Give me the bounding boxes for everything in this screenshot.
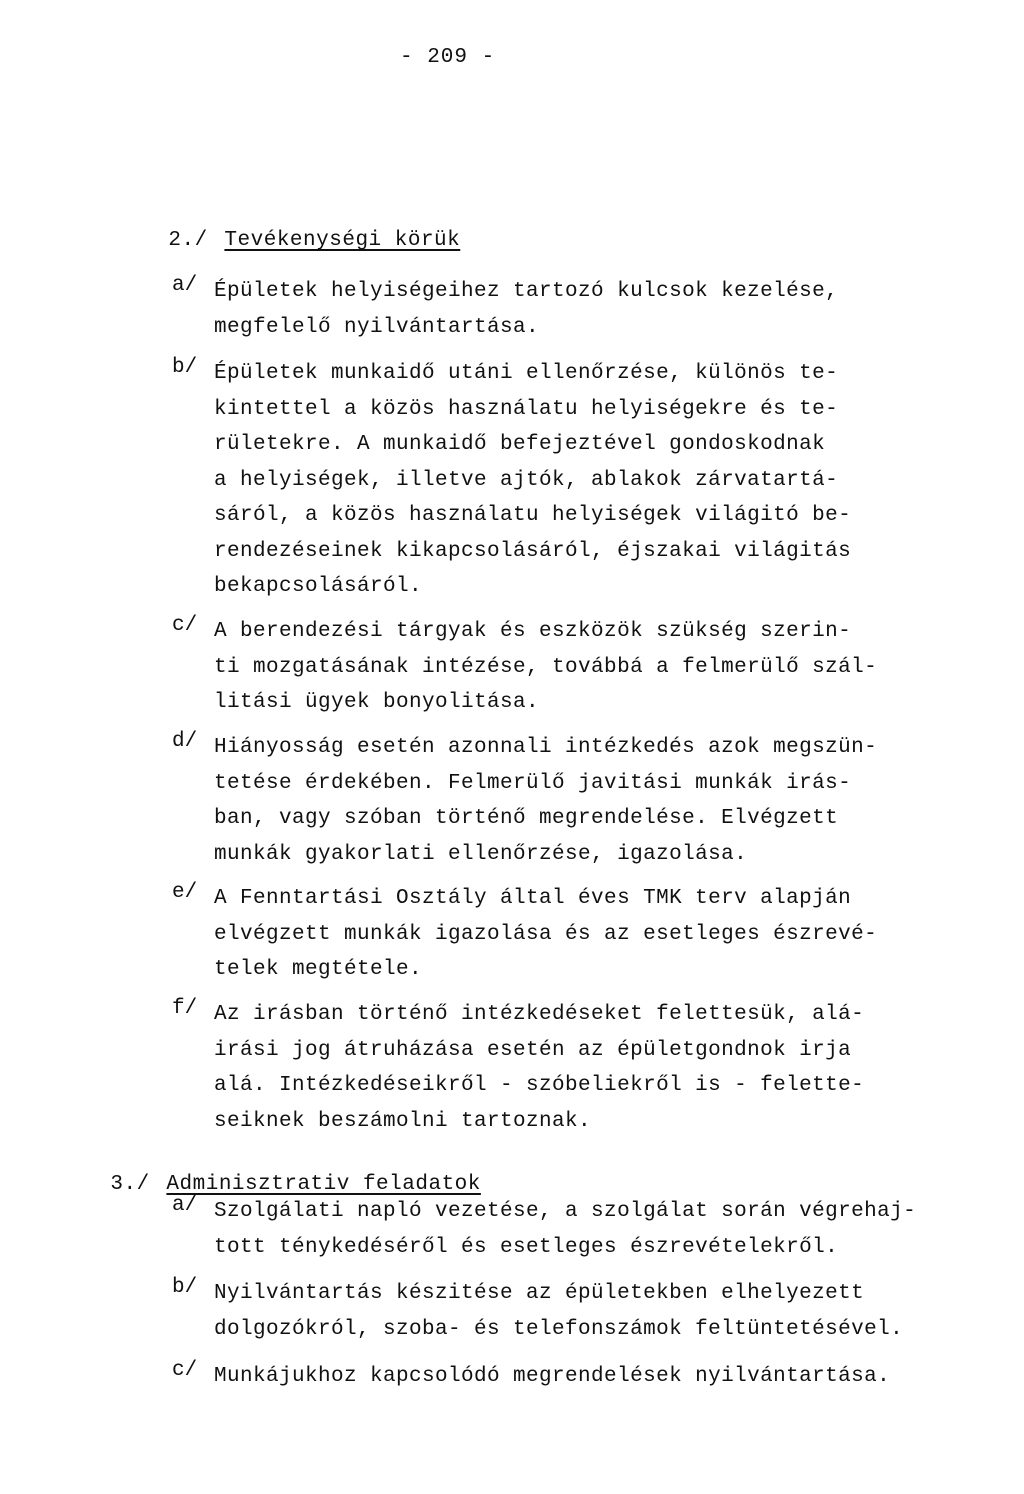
text-line: seiknek beszámolni tartoznak. [214,1109,592,1133]
item-text [214,1359,994,1395]
page-number: - 209 - [400,46,496,69]
text-line: Hiányosság esetén azonnali intézkedés azok megszün- [214,736,878,759]
text-line: rendezéseinek kikapcsolásáról, éjszakai világitás [214,539,852,563]
text-line: a helyiségek, illetve ajtók, ablakok zárvatartá- [214,468,839,492]
item-marker: a/ [172,1194,198,1217]
item-text [214,730,994,872]
text-line: Munkájukhoz kapcsolódó megrendelések nyilvántartása. [214,1365,891,1388]
item-marker: d/ [172,730,198,753]
text-line: elvégzett munkák igazolása és az esetleges észrevé- [214,922,878,946]
text-line: munkák gyakorlati ellenőrzése, igazolása. [214,842,748,866]
item-marker: b/ [172,356,198,379]
text-line: telek megtétele. [214,958,423,981]
item-text [214,881,994,988]
text-line: kintettel a közös használatu helyiségekre és te- [214,397,839,421]
item-text [214,274,994,345]
text-line: rületekre. A munkaidő befejeztével gondoskodnak [214,433,826,456]
item-marker: f/ [172,997,198,1020]
item-text [214,1276,994,1347]
text-line: Szolgálati napló vezetése, a szolgálat során végrehaj- [214,1200,917,1223]
item-text [214,1194,994,1265]
item-text [214,614,994,721]
text-line: ban, vagy szóban történő megrendelése. Elvégzett [214,807,839,830]
section-title: Tevékenységi körük [224,229,461,252]
text-line: Az irásban történő intézkedéseket felettesük, alá- [214,1003,865,1026]
item-marker: c/ [172,614,198,637]
text-line: Épületek munkaidő utáni ellenőrzése, különös te- [214,362,839,385]
text-line: sáról, a közös használatu helyiségek világitó be- [214,504,852,527]
text-line: Nyilvántartás készitése az épületekben elhelyezett [214,1282,865,1305]
item-text [214,997,994,1139]
text-line: tetése érdekében. Felmerülő javitási munkák irás- [214,771,852,795]
text-line: irási jog átruházása esetén az épületgondnok irja [214,1038,852,1062]
section-title: Adminisztrativ feladatok [166,1173,481,1196]
item-marker: a/ [172,274,198,297]
text-line: ti mozgatásának intézése, továbbá a felmerülő szál- [214,655,878,679]
text-line: litási ügyek bonyolitása. [214,691,540,714]
text-line: alá. Intézkedéseikről - szóbeliekről is - felette- [214,1074,865,1097]
section-number: 3./ [110,1173,150,1196]
item-marker: c/ [172,1359,198,1382]
text-line: A berendezési tárgyak és eszközök szükség szerin- [214,620,852,643]
item-text [214,356,994,605]
text-line: dolgozókról, szoba- és telefonszámok feltüntetésével. [214,1317,904,1341]
text-line: A Fenntartási Osztály által éves TMK terv alapján [214,887,852,910]
section-heading-2 [116,206,460,275]
text-line: Épületek helyiségeihez tartozó kulcsok kezelése, [214,280,839,303]
text-line: bekapcsolásáról. [214,575,423,598]
item-marker: e/ [172,881,198,904]
section-number: 2./ [168,229,208,252]
text-line: tott ténykedéséről és esetleges észrevételekről. [214,1235,839,1259]
item-marker: b/ [172,1276,198,1299]
text-line: megfelelő nyilvántartása. [214,315,540,339]
